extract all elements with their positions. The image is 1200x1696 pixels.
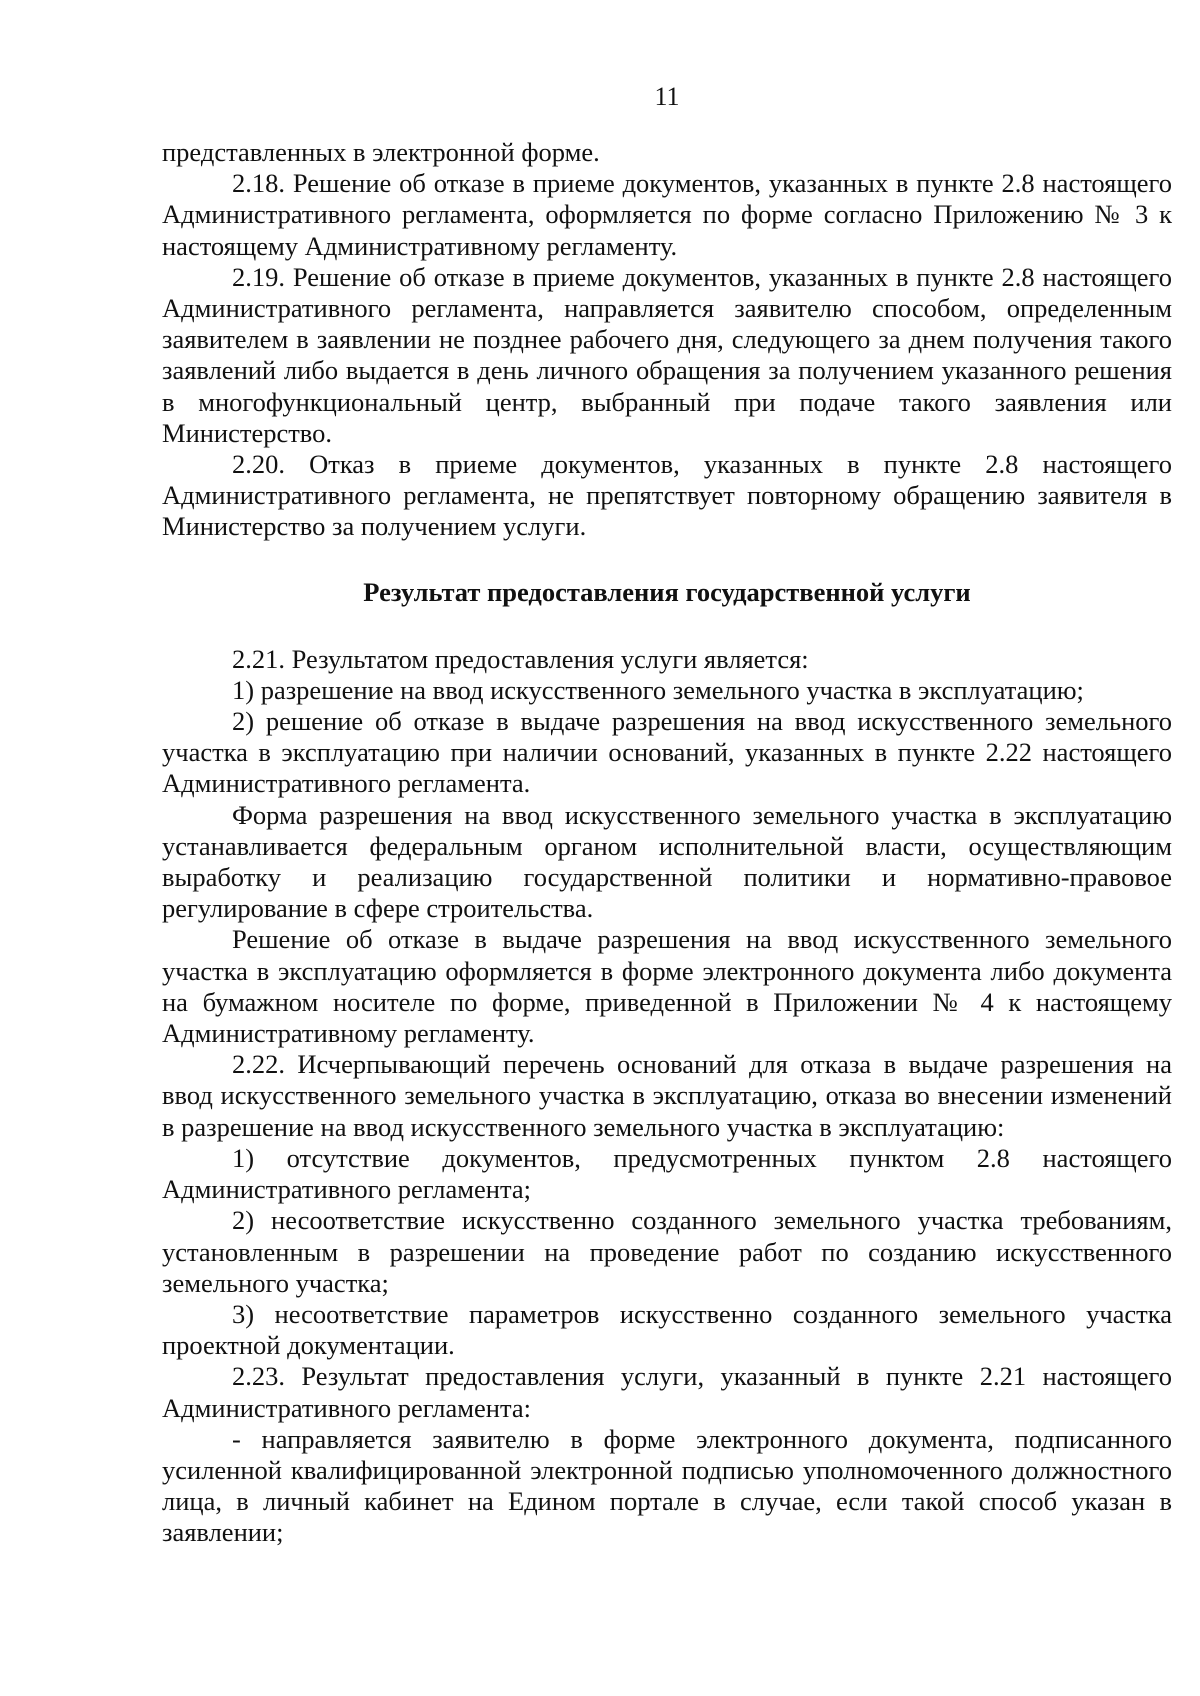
paragraph: 2.19. Решение об отказе в приеме документов, указанных в пункте 2.8 настоящего Административного регламента, направляется заявителю способом, определенным заявителем в заявлении не позднее рабочего дня, следующего за днем получения такого заявлений либо выдается в день личного обращения за получением указанного решения в многофункциональный центр, выбранный при подаче такого заявления или Министерство. bbox=[162, 261, 1172, 448]
paragraph: 2) несоответствие искусственно созданного земельного участка требованиям, установленным в разрешении на проведение работ по созданию искусственного земельного участка; bbox=[162, 1205, 1172, 1298]
page-number: 11 bbox=[654, 82, 680, 111]
section-heading: Результат предоставления государственной услуги bbox=[363, 576, 971, 607]
paragraph: 2.21. Результатом предоставления услуги является: bbox=[232, 643, 809, 674]
paragraphs-after-heading bbox=[162, 644, 1172, 1549]
paragraph: 2.20. Отказ в приеме документов, указанных в пункте 2.8 настоящего Административного регламента, не препятствует повторному обращению заявителя в Министерство за получением услуги. bbox=[162, 449, 1172, 542]
document-body bbox=[162, 137, 1172, 1549]
paragraph: Решение об отказе в выдаче разрешения на ввод искусственного земельного участка в эксплуатацию оформляется в форме электронного документа либо документа на бумажном носителе по форме, приведенной в Приложении № 4 к настоящему Административному регламенту. bbox=[162, 924, 1172, 1049]
paragraph: 2.23. Результат предоставления услуги, указанный в пункте 2.21 настоящего Административного регламента: bbox=[162, 1361, 1172, 1423]
paragraph: 3) несоответствие параметров искусственно созданного земельного участка проектной документации. bbox=[162, 1298, 1172, 1361]
paragraph: 2.22. Исчерпывающий перечень оснований для отказа в выдаче разрешения на ввод искусственного земельного участка в эксплуатацию, отказа во внесении изменений в разрешение на ввод искусственного земельного участка в эксплуатацию: bbox=[162, 1049, 1172, 1142]
paragraph: Форма разрешения на ввод искусственного земельного участка в эксплуатацию устанавливается федеральным органом исполнительной власти, осуществляющим выработку и реализацию государственной политики и нормативно-правовое регулирование в сфере строительства. bbox=[162, 799, 1172, 924]
paragraph: - направляется заявителю в форме электронного документа, подписанного усиленной квалифицированной электронной подписью уполномоченного должностного лица, в личный кабинет на Едином портале в случае, если такой способ указан в заявлении; bbox=[162, 1423, 1172, 1548]
paragraphs-before-heading bbox=[162, 137, 1172, 543]
paragraph: 1) разрешение на ввод искусственного земельного участка в эксплуатацию; bbox=[232, 674, 1084, 705]
paragraph: 2) решение об отказе в выдаче разрешения на ввод искусственного земельного участка в эксплуатацию при наличии оснований, указанных в пункте 2.22 настоящего Административного регламента. bbox=[162, 706, 1172, 799]
paragraph: 2.18. Решение об отказе в приеме документов, указанных в пункте 2.8 настоящего Административного регламента, оформляется по форме согласно Приложению № 3 к настоящему Административному регламенту. bbox=[162, 168, 1172, 261]
paragraph: представленных в электронной форме. bbox=[162, 137, 600, 167]
paragraph: 1) отсутствие документов, предусмотренных пунктом 2.8 настоящего Административного регламента; bbox=[162, 1142, 1172, 1205]
